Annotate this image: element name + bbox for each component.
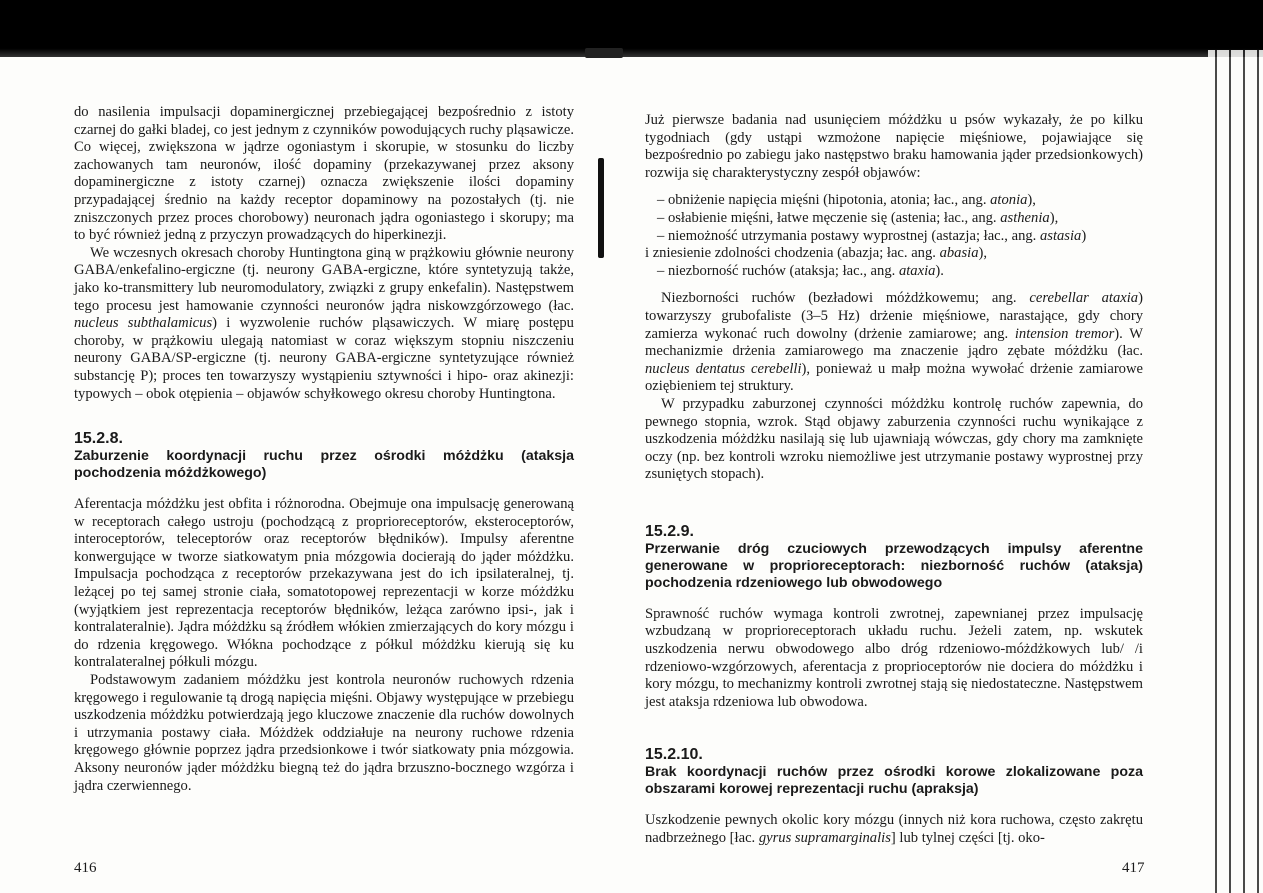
left-page-column: [74, 104, 574, 795]
text-run: Niezborności ruchów (bezładowi móżdżkowemu; ang.: [661, 290, 1030, 307]
text-run: – obniżenie napięcia mięśni (hipotonia, atonia; łac., ang.: [657, 192, 991, 209]
text-run: ) towarzyszy grubofaliste (3–5 Hz) drżenie mięśniowe, narastające, gdy chory zamierza wykonać ruch dowolny (drżenie zamiarowe; ang.: [645, 290, 1143, 342]
text-run: – niezborność ruchów (ataksja; łac., ang.: [657, 262, 899, 279]
list-item: [657, 210, 1143, 228]
text-run: ) i wyzwolenie ruchów pląsawiczych. W miarę postępu choroby, w prążkowiu ulegają natomiast w coraz większym stopniu niszczeniu neurony GABA/SP-ergiczne (tj. neurony GABA-ergiczne syntetyzujące również substancję P); proces ten towarzyszy wystąpieniu sztywności i hipo- oraz akinezji: typowych – obok otępienia – objawów schyłkowego okresu choroby Huntingtona.: [74, 315, 574, 402]
section-number: 15.2.8.: [74, 430, 123, 448]
latin-term: cerebellar ataxia: [1029, 290, 1139, 307]
list-item: [657, 228, 1143, 246]
paragraph: Już pierwsze badania nad usunięciem móżdżku u psów wykazały, że po kilku tygodniach (gdy ustąpi wzmożone napięcie mięśniowe, pojawiające się bezpośrednio po zabiegu jako następstwo braku hamowania jąder przedsionkowych) rozwija się charakterystyczny zespół objawów:: [645, 112, 1143, 181]
list-item: [657, 263, 1143, 281]
text-run: ] lub tylnej części [tj. oko-: [890, 830, 1045, 847]
text-run: ),: [1049, 209, 1059, 226]
paragraph-huntington: [74, 245, 574, 403]
text-run: We wczesnych okresach choroby Huntingtona giną w prążkowiu głównie neurony GABA/enkefalino-ergiczne (tj. neurony GABA-ergiczne, które syntetyzują także, jako ko-transmittery lub neuromodulatory, związki z grupy enkefalin). Następstwem tego procesu jest hamowanie czynności neuronów jądra niskowzgórzowego (łac.: [74, 244, 574, 314]
text-run: ),: [978, 245, 988, 262]
paragraph-apraxia: [645, 812, 1143, 847]
paragraph: Podstawowym zadaniem móżdżku jest kontrola neuronów ruchowych rdzenia kręgowego i regulowanie tą drogą napięcia mięśni. Objawy występujące w przebiegu uszkodzenia móżdżku potwierdzają jego kluczowe znaczenie dla ruchów dowolnych i utrzymania postawy ciała. Móżdżek oddziałuje na neurony ruchowe rdzenia kręgowego głównie poprzez jądra przedsionkowe i twór siatkowaty pnia mózgowia. Aksony neuronów jąder móżdżku biegną też do jądra brzuszno-bocznego wzgórza i jądra czerwiennego.: [74, 672, 574, 794]
text-run: ),: [1027, 192, 1036, 209]
section-title: Zaburzenie koordynacji ruchu przez ośrodki móżdżku (ataksja pochodzenia móżdżkowego): [74, 448, 574, 482]
paragraph: do nasilenia impulsacji dopaminergicznej przebiegającej bezpośrednio z istoty czarnej do gałki bladej, co jest jednym z czynników powodujących ruchy pląsawicze. Co więcej, zwiększona w jądrze ogoniastym i skorupie, w stosunku do liczby zachowanych tam neuronów, ilość dopaminy (przekazywanej przez aksony dopaminergiczne z istoty czarnej) oznacza zwiększenie ilości dopaminy przypadającej średnio na każdy receptor dopaminowy na pozostałych (tj. nie zniszczonych przez proces chorobowy) neuronach jądra ogoniastego i skorupy; ma to być również jedną z przyczyn prowadzących do hiperkinezji.: [74, 104, 574, 244]
section-title: Przerwanie dróg czuciowych przewodzących impulsy aferentne generowane w proprioreceptorach: niezborność ruchów (ataksja) pochodzenia rdzeniowego lub obwodowego: [645, 540, 1143, 591]
section-heading-15-2-10: [645, 745, 1143, 798]
paragraph-ataxia: [645, 290, 1143, 396]
section-number: 15.2.9.: [645, 522, 694, 540]
symptom-list: [645, 192, 1143, 280]
text-run: ).: [935, 262, 944, 279]
section-heading-15-2-8: [74, 429, 574, 482]
section-title: Brak koordynacji ruchów przez ośrodki korowe zlokalizowane poza obszarami korowej reprezentacji ruchu (apraksja): [645, 764, 1143, 798]
text-run: ): [1081, 227, 1087, 244]
latin-term: ataxia: [898, 262, 936, 279]
latin-term: gyrus supramarginalis: [758, 830, 891, 847]
scan-top-shadow: [0, 0, 1263, 57]
text-run: – niemożność utrzymania postawy wyprostnej (astazja; łac., ang.: [657, 227, 1040, 244]
text-run: i zniesienie zdolności chodzenia (abazja; łac. ang.: [645, 245, 940, 262]
latin-term: nucleus subthalamicus: [74, 315, 213, 332]
latin-term: astasia: [1039, 227, 1082, 244]
page-number-left: 416: [74, 860, 97, 876]
page-number-right: 417: [1122, 860, 1145, 876]
section-heading-15-2-9: [645, 522, 1143, 592]
text-run: – osłabienie mięśni, łatwe męczenie się (astenia; łac., ang.: [657, 209, 1001, 226]
latin-term: asthenia: [1000, 209, 1050, 226]
latin-term: intension tremor: [1014, 325, 1115, 342]
gutter-shadow: [598, 158, 604, 258]
scan-artifact: [585, 48, 623, 58]
paragraph: W przypadku zaburzonej czynności móżdżku kontrolę ruchów zapewnia, do pewnego stopnia, wzrok. Stąd objawy zaburzenia czynności ruchu wynikające z uszkodzenia móżdżku nasilają się lub ujawniają wówczas, gdy chory ma zamknięte oczy (np. bez kontroli wzroku niemożliwe jest utrzymanie postawy wyprostnej przy zsuniętych stopach).: [645, 395, 1143, 483]
paragraph: Aferentacja móżdżku jest obfita i różnorodna. Obejmuje ona impulsację generowaną w receptorach całego ustroju (pochodzącą z proprioreceptorów, eksteroceptorów, interoceptorów, teleceptorów oraz receptorów błędników). Impulsy aferentne konwergujące w tworze siatkowatym pnia mózgowia docierają do jąder móżdżku. Impulsacja pochodząca z receptorów przekazywana jest do ich ipsilateralnej, tj. leżącej po tej samej stronie ciała, somatotopowej reprezentacji w korze móżdżku (wyjątkiem jest reprezentacja receptorów błędników, leżąca zarówno ipsi-, jak i kontralateralnie). Jądra móżdżku są źródłem włókien zmierzających do kory mózgu i do rdzenia kręgowego. Włókna pochodzące z półkul móżdżku kierują się ku kontralateralnej półkuli mózgu.: [74, 496, 574, 671]
latin-term: atonia: [990, 192, 1028, 209]
text-run: ), ponieważ u małp można wywołać drżenie zamiarowe oziębieniem tej struktury.: [645, 360, 1143, 395]
paragraph: Sprawność ruchów wymaga kontroli zwrotnej, zapewnianej przez impulsację wzbudzaną w proprioreceptorach układu ruchu. Jeżeli zatem, np. wskutek uszkodzenia nerwu obwodowego albo dróg rdzeniowo-móżdżkowych lub/ /i rdzeniowo-wzgórzowych, aferentacja z proprioceptorów nie dociera do móżdżku i kory mózgu, to mechanizmy kontroli zwrotnej stają się niedostateczne. Następstwem jest ataksja rdzeniowa lub obwodowa.: [645, 605, 1143, 710]
list-item: [657, 192, 1143, 210]
right-page-column: [645, 112, 1143, 848]
latin-term: abasia: [939, 245, 979, 262]
latin-term: nucleus dentatus cerebelli: [645, 360, 802, 377]
text-run: Uszkodzenie pewnych okolic kory mózgu (innych niż kora ruchowa, często zakrętu nadbrzeżnego [łac.: [645, 812, 1143, 847]
section-number: 15.2.10.: [645, 746, 703, 764]
list-item: [645, 245, 1143, 263]
text-run: ). W mechanizmie drżenia zamiarowego ma znaczenie jądro zębate móżdżku (łac.: [645, 325, 1144, 360]
page-edge-stripes: [1208, 50, 1263, 893]
